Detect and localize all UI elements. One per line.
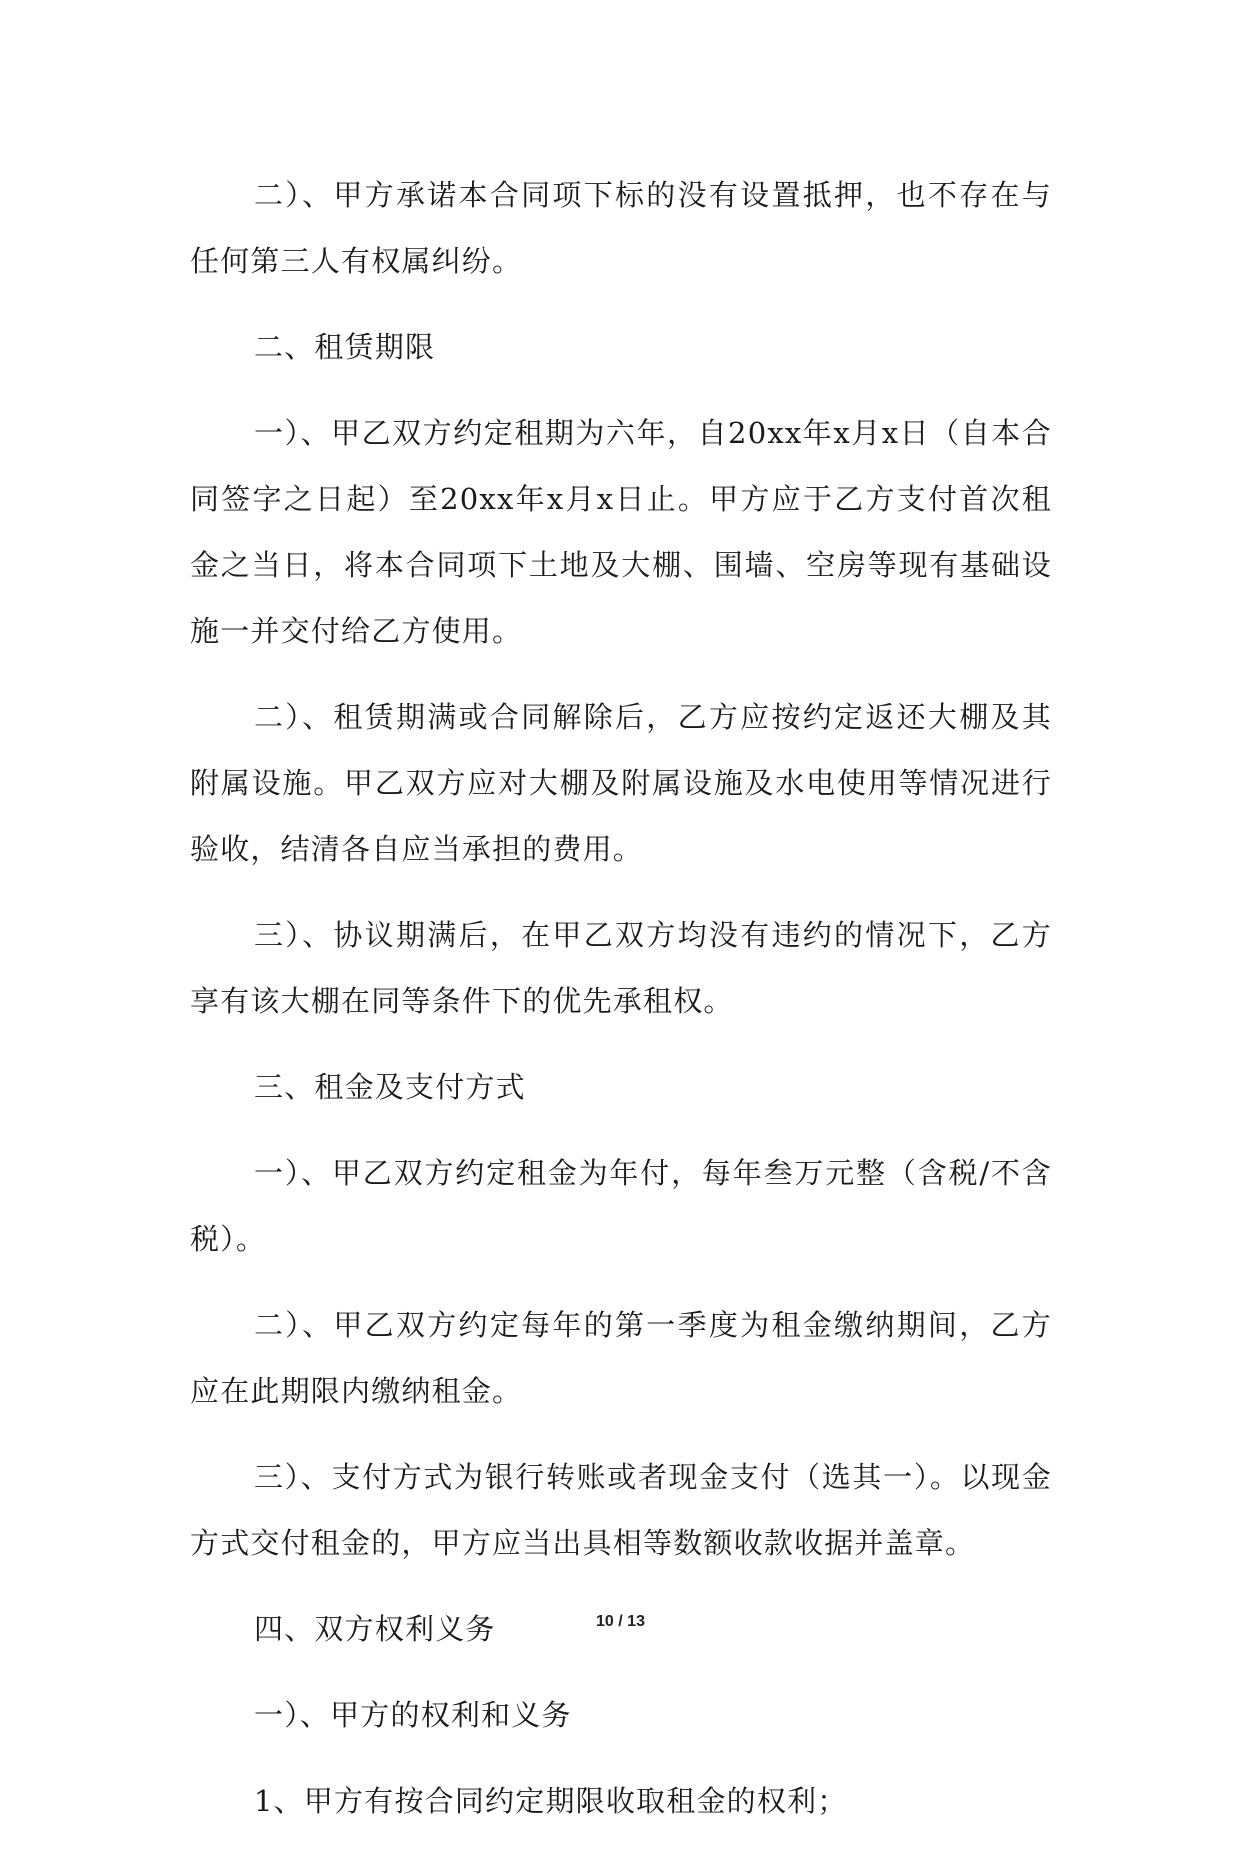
paragraph-payment-method: 三）、支付方式为银行转账或者现金支付（选其一）。以现金方式交付租金的，甲方应当出具相等数额收款收据并盖章。 [190,1460,1052,1560]
paragraph-guarantee-no-mortgage: 二）、甲方承诺本合同项下标的没有设置抵押，也不存在与任何第三人有权属纠纷。 [190,178,1052,278]
heading-rights-obligations: 四、双方权利义务 [254,1612,496,1646]
paragraph-payment-period: 二）、甲乙双方约定每年的第一季度为租金缴纳期间，乙方应在此期限内缴纳租金。 [190,1308,1052,1408]
page-number: 10 / 13 [596,1613,645,1630]
paragraph-party-a-right-1: 1、甲方有按合同约定期限收取租金的权利； [254,1784,848,1818]
heading-lease-term: 二、租赁期限 [254,330,436,364]
heading-party-a-rights: 一）、甲方的权利和义务 [254,1698,572,1732]
paragraph-lease-period: 一）、甲乙双方约定租期为六年，自20xx年x月x日（自本合同签字之日起）至20xx年x月x日止。甲方应于乙方支付首次租金之当日，将本合同项下土地及大棚、围墙、空房等现有基础设施一并交付给乙方使用。 [190,416,1052,648]
paragraph-annual-rent: 一）、甲乙双方约定租金为年付，每年叁万元整（含税/不含税）。 [190,1156,1052,1256]
paragraph-priority-lease-right: 三）、协议期满后，在甲乙双方均没有违约的情况下，乙方享有该大棚在同等条件下的优先承租权。 [190,918,1052,1018]
paragraph-return-facilities: 二）、租赁期满或合同解除后，乙方应按约定返还大棚及其附属设施。甲乙双方应对大棚及附属设施及水电使用等情况进行验收，结清各自应当承担的费用。 [190,700,1052,866]
heading-rent-and-payment: 三、租金及支付方式 [254,1070,526,1104]
document-body [190,162,1052,1854]
